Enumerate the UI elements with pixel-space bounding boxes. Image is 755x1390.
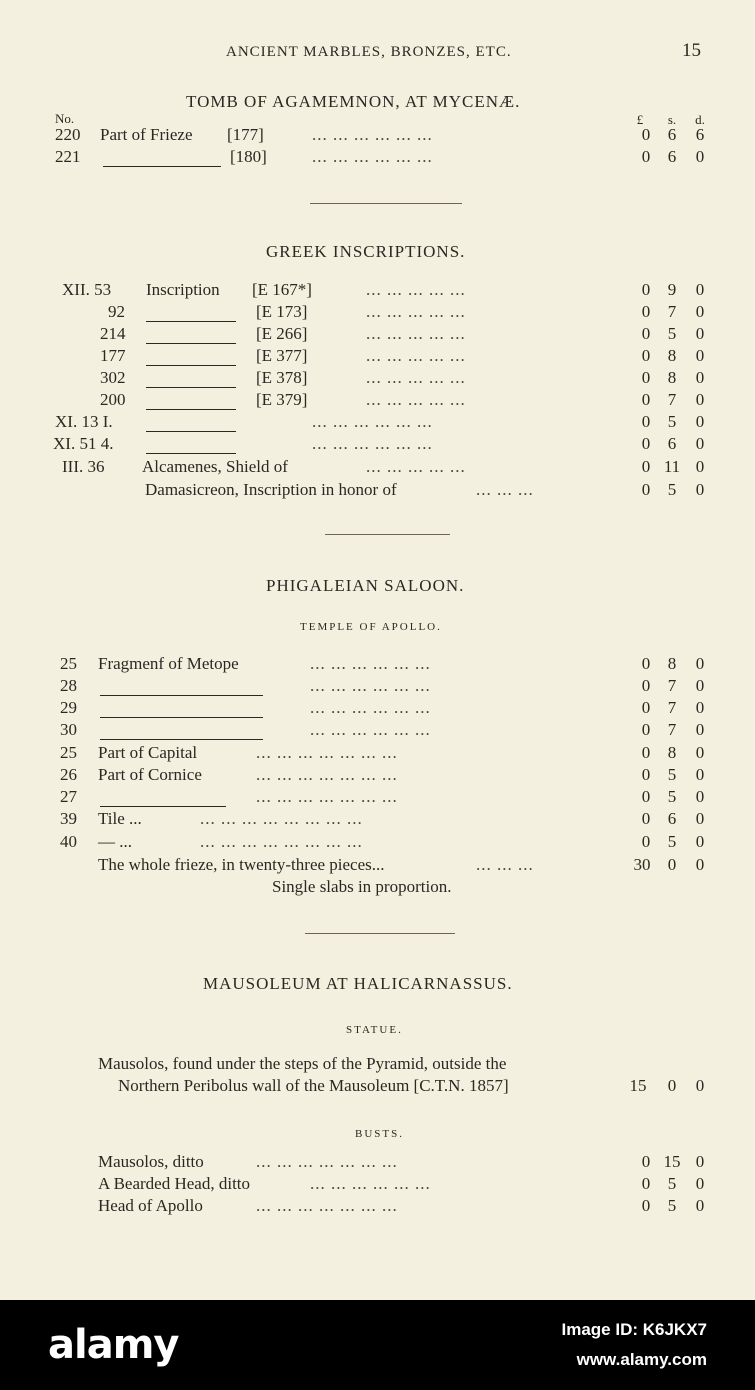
leader-dots: ... ... ... ... ... ... — [310, 654, 431, 673]
catalogue-row — [0, 391, 755, 413]
catalogue-row — [0, 325, 755, 347]
ditto-line — [103, 156, 221, 173]
section-note: Single slabs in proportion. — [272, 877, 452, 896]
price-shillings: 5 — [667, 412, 677, 431]
price-pence: 0 — [695, 390, 705, 409]
price-shillings: 7 — [667, 720, 677, 739]
price-pence: 0 — [695, 698, 705, 717]
price-pounds: 0 — [641, 720, 651, 739]
leader-dots: ... ... ... ... ... ... — [312, 147, 433, 166]
busts-subheading: BUSTS. — [355, 1128, 404, 1140]
catalogue-row — [0, 303, 755, 325]
price-pounds: 0 — [641, 125, 651, 144]
section-divider — [325, 534, 450, 535]
pence-header: d. — [695, 112, 705, 127]
item-number: 40 — [60, 832, 77, 851]
price-pounds: 0 — [641, 743, 651, 762]
catalogue-row — [0, 833, 755, 855]
catalogue-row — [0, 369, 755, 391]
price-shillings: 7 — [667, 698, 677, 717]
item-description: Part of Cornice — [98, 765, 202, 784]
item-number: 92 — [108, 302, 125, 321]
item-number: 200 — [100, 390, 126, 409]
leader-dots: ... ... ... ... ... ... — [310, 676, 431, 695]
catalogue-row — [0, 810, 755, 832]
catalogue-row — [0, 655, 755, 677]
price-shillings: 8 — [667, 743, 677, 762]
item-reference: [177] — [227, 125, 264, 144]
price-pounds: 0 — [641, 412, 651, 431]
catalogue-row — [0, 1153, 755, 1175]
price-pence: 0 — [695, 324, 705, 343]
catalogue-row — [0, 347, 755, 369]
price-shillings: 5 — [667, 787, 677, 806]
catalogue-row — [0, 1077, 755, 1099]
price-shillings: 6 — [667, 125, 677, 144]
section-title: GREEK INSCRIPTIONS. — [266, 242, 466, 261]
price-pounds: 0 — [641, 390, 651, 409]
leader-dots: ... ... ... ... ... ... — [312, 412, 433, 431]
price-shillings: 6 — [667, 147, 677, 166]
price-pence: 0 — [695, 809, 705, 828]
price-pence: 0 — [695, 743, 705, 762]
item-number: 27 — [60, 787, 77, 806]
price-pounds: 0 — [641, 765, 651, 784]
price-shillings: 6 — [667, 434, 677, 453]
item-number: 29 — [60, 698, 77, 717]
price-pence: 0 — [695, 1174, 705, 1193]
price-pounds: 0 — [641, 346, 651, 365]
running-header: ANCIENT MARBLES, BRONZES, ETC. — [226, 44, 512, 60]
price-pence: 0 — [695, 720, 705, 739]
price-pounds: 0 — [641, 787, 651, 806]
leader-dots: ... ... ... ... ... — [366, 346, 466, 365]
catalogue-row — [0, 126, 755, 148]
price-pounds: 0 — [641, 147, 651, 166]
price-pence: 0 — [695, 832, 705, 851]
leader-dots: ... ... ... — [476, 855, 534, 874]
price-pence: 0 — [695, 654, 705, 673]
price-pounds: 0 — [641, 1196, 651, 1215]
item-number: 30 — [60, 720, 77, 739]
watermark-bar — [0, 1300, 755, 1390]
item-description: Alcamenes, Shield of — [142, 457, 288, 476]
watermark-url: www.alamy.com — [576, 1350, 707, 1369]
catalogue-row — [0, 413, 755, 435]
item-description: — ... — [98, 832, 132, 851]
leader-dots: ... ... ... ... ... ... — [310, 720, 431, 739]
item-reference: [E 167*] — [252, 280, 312, 299]
section-title: MAUSOLEUM AT HALICARNASSUS. — [203, 974, 513, 993]
leader-dots: ... ... ... ... ... ... — [310, 1174, 431, 1193]
statue-description-line-2: Northern Peribolus wall of the Mausoleum [C.T.N. 1857] — [118, 1076, 509, 1095]
price-pounds: 0 — [641, 302, 651, 321]
item-description: The whole frieze, in twenty-three pieces... — [98, 855, 385, 874]
item-description: Part of Capital — [98, 743, 198, 762]
item-description: A Bearded Head, ditto — [98, 1174, 251, 1193]
leader-dots: ... ... ... ... ... ... ... — [256, 743, 398, 762]
leader-dots: ... ... ... ... ... — [366, 457, 466, 476]
price-pence: 0 — [695, 1076, 705, 1095]
leader-dots: ... ... ... ... ... ... ... ... — [200, 832, 363, 851]
leader-dots: ... ... ... — [476, 480, 534, 499]
leader-dots: ... ... ... ... ... — [366, 280, 466, 299]
leader-dots: ... ... ... ... ... — [366, 302, 466, 321]
price-pence: 0 — [695, 855, 705, 874]
shillings-header: s. — [667, 112, 677, 127]
price-pence: 0 — [695, 346, 705, 365]
price-shillings: 5 — [667, 765, 677, 784]
image-id: Image ID: K6JKX7 — [561, 1320, 707, 1339]
price-pence: 0 — [695, 280, 705, 299]
section-subtitle: TEMPLE OF APOLLO. — [300, 621, 442, 633]
item-number: 26 — [60, 765, 77, 784]
section-title: PHIGALEIAN SALOON. — [266, 576, 465, 595]
price-shillings: 5 — [667, 832, 677, 851]
item-description: Tile ... — [98, 809, 142, 828]
item-number: 302 — [100, 368, 126, 387]
item-reference: [E 173] — [256, 302, 308, 321]
leader-dots: ... ... ... ... ... — [366, 390, 466, 409]
price-shillings: 11 — [663, 457, 681, 476]
item-description: Damasicreon, Inscription in honor of — [145, 480, 397, 499]
leader-dots: ... ... ... ... ... ... — [310, 698, 431, 717]
section-divider — [310, 203, 462, 204]
catalogue-row — [0, 148, 755, 170]
section-divider — [305, 933, 455, 934]
price-pounds: 0 — [641, 809, 651, 828]
item-number: 214 — [100, 324, 126, 343]
price-pence: 0 — [695, 368, 705, 387]
leader-dots: ... ... ... ... ... ... ... — [256, 787, 398, 806]
item-reference: [E 379] — [256, 390, 308, 409]
price-pence: 0 — [695, 434, 705, 453]
page-number: 15 — [682, 40, 701, 61]
price-pounds: 0 — [641, 676, 651, 695]
price-pounds: 0 — [641, 832, 651, 851]
leader-dots: ... ... ... ... ... — [366, 324, 466, 343]
price-shillings: 7 — [667, 302, 677, 321]
price-shillings: 7 — [667, 676, 677, 695]
price-shillings: 8 — [667, 346, 677, 365]
leader-dots: ... ... ... ... ... ... ... ... — [200, 809, 363, 828]
price-pounds: 0 — [641, 480, 651, 499]
catalogue-row — [0, 856, 755, 878]
price-pounds: 30 — [633, 855, 651, 874]
catalogue-row — [0, 699, 755, 721]
price-pence: 0 — [695, 1152, 705, 1171]
item-reference: [E 378] — [256, 368, 308, 387]
item-description: Inscription — [146, 280, 220, 299]
price-shillings: 0 — [667, 855, 677, 874]
price-pounds: 0 — [641, 457, 651, 476]
catalogue-row — [0, 788, 755, 810]
leader-dots: ... ... ... ... ... ... ... — [256, 1152, 398, 1171]
price-shillings: 5 — [667, 324, 677, 343]
catalogue-row — [0, 1175, 755, 1197]
item-number: III. 36 — [62, 457, 105, 476]
price-pounds: 0 — [641, 654, 651, 673]
leader-dots: ... ... ... ... ... — [366, 368, 466, 387]
number-column-label: No. — [55, 111, 75, 126]
price-pence: 0 — [695, 787, 705, 806]
price-pounds: 0 — [641, 368, 651, 387]
catalogue-row — [0, 281, 755, 303]
item-number: 25 — [60, 743, 77, 762]
item-description: Mausolos, ditto — [98, 1152, 204, 1171]
price-pence: 0 — [695, 765, 705, 784]
item-description: Part of Frieze — [100, 125, 193, 144]
item-number: 220 — [55, 125, 81, 144]
price-shillings: 9 — [667, 280, 677, 299]
price-shillings: 8 — [667, 368, 677, 387]
item-number: 25 — [60, 654, 77, 673]
price-shillings: 7 — [667, 390, 677, 409]
catalogue-row — [0, 458, 755, 480]
catalogue-row — [0, 677, 755, 699]
price-pence: 0 — [695, 1196, 705, 1215]
price-pence: 0 — [695, 147, 705, 166]
item-number: 28 — [60, 676, 77, 695]
catalogue-row — [0, 744, 755, 766]
pounds-header: £ — [636, 112, 644, 127]
catalogue-row — [0, 435, 755, 457]
price-pounds: 0 — [641, 1152, 651, 1171]
statue-subheading: STATUE. — [346, 1024, 403, 1036]
statue-description-line-1: Mausolos, found under the steps of the Pyramid, outside the — [98, 1054, 507, 1073]
price-pence: 0 — [695, 457, 705, 476]
price-pence: 0 — [695, 412, 705, 431]
leader-dots: ... ... ... ... ... ... ... — [256, 1196, 398, 1215]
price-shillings: 6 — [667, 809, 677, 828]
price-shillings: 5 — [667, 1196, 677, 1215]
price-shillings: 0 — [667, 1076, 677, 1095]
price-pounds: 0 — [641, 1174, 651, 1193]
price-pence: 0 — [695, 676, 705, 695]
price-pounds: 0 — [641, 698, 651, 717]
section-title: TOMB OF AGAMEMNON, AT MYCENÆ. — [186, 92, 521, 111]
price-pence: 0 — [695, 302, 705, 321]
leader-dots: ... ... ... ... ... ... ... — [256, 765, 398, 784]
price-shillings: 5 — [667, 480, 677, 499]
price-pounds: 0 — [641, 280, 651, 299]
item-description: Fragmenf of Metope — [98, 654, 239, 673]
price-pence: 0 — [695, 480, 705, 499]
catalogue-row — [0, 1197, 755, 1219]
alamy-logo: alamy — [48, 1322, 179, 1368]
item-number: XI. 13 I. — [55, 412, 113, 431]
leader-dots: ... ... ... ... ... ... — [312, 125, 433, 144]
catalogue-row — [0, 766, 755, 788]
catalogue-row — [0, 481, 755, 503]
price-shillings: 5 — [667, 1174, 677, 1193]
item-number: 39 — [60, 809, 77, 828]
item-reference: [180] — [230, 147, 267, 166]
item-reference: [E 266] — [256, 324, 308, 343]
item-number: XI. 51 4. — [53, 434, 114, 453]
price-shillings: 8 — [667, 654, 677, 673]
item-number: 221 — [55, 147, 81, 166]
item-reference: [E 377] — [256, 346, 308, 365]
item-description: Head of Apollo — [98, 1196, 203, 1215]
catalogue-row — [0, 721, 755, 743]
item-number: 177 — [100, 346, 126, 365]
price-pounds: 0 — [641, 324, 651, 343]
price-pounds: 0 — [641, 434, 651, 453]
price-pounds: 15 — [629, 1076, 647, 1095]
price-shillings: 15 — [663, 1152, 681, 1171]
price-pence: 6 — [695, 125, 705, 144]
item-number: XII. 53 — [62, 280, 112, 299]
leader-dots: ... ... ... ... ... ... — [312, 434, 433, 453]
